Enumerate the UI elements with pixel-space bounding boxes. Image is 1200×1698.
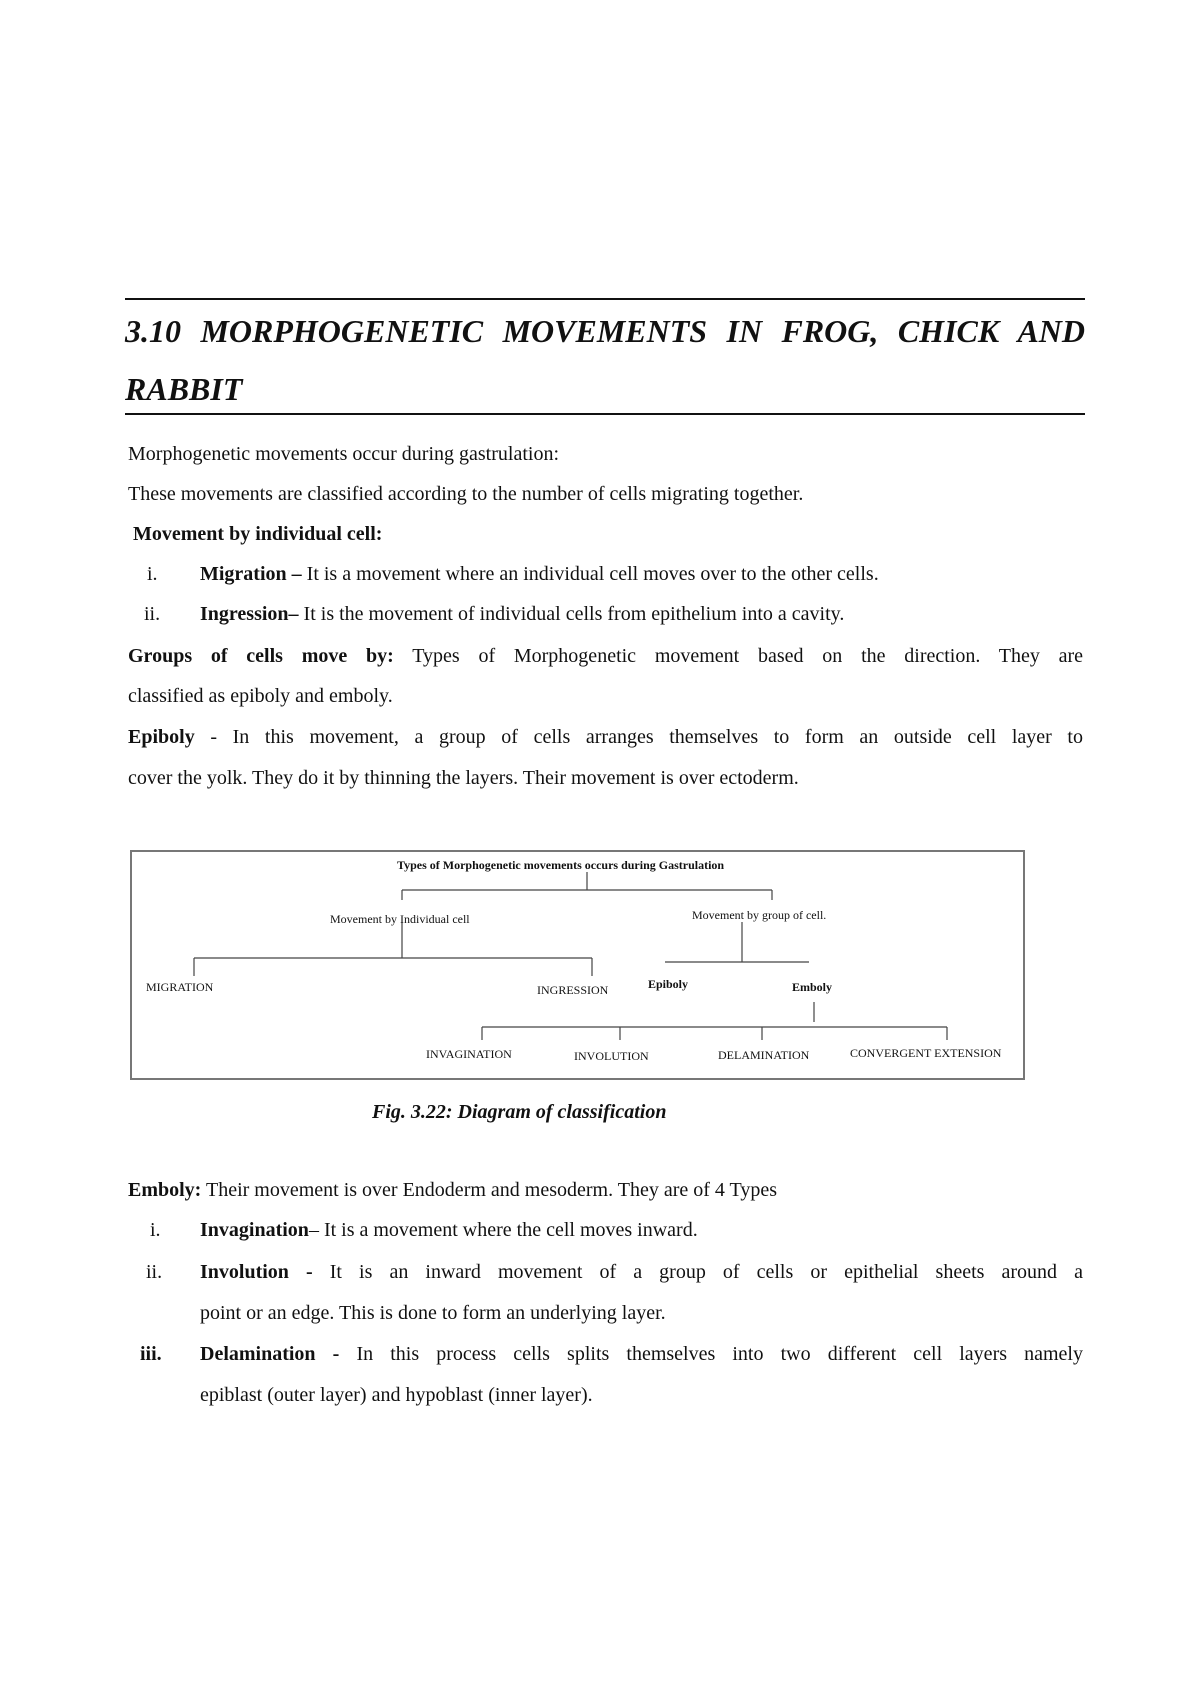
term-migration: Migration [200,563,287,585]
term-ingression: Ingression [200,603,289,625]
diagram-migration-label: MIGRATION [146,980,214,994]
diagram-involution-label: INVOLUTION [574,1049,649,1063]
emboly-item-delamination-cont: epiblast (outer layer) and hypoblast (inner layer). [200,1384,593,1406]
term-invagination: Invagination [200,1219,309,1241]
individual-item-ingression: Ingression– It is the movement of individual cells from epithelium into a cavity. [200,603,845,625]
emboly-item-involution-cont: point or an edge. This is done to form an underlying layer. [200,1302,666,1324]
section-number: 3.10 [125,313,181,349]
diagram-group-label: Movement by group of cell. [692,908,827,922]
epiboly-line-2: cover the yolk. They do it by thinning the layers. Their movement is over ectoderm. [128,767,799,789]
figure-caption: Fig. 3.22: Diagram of classification [372,1101,667,1123]
groups-line-1: Groups of cells move by: Types of Morphogenetic movement based on the direction. They are [128,645,1084,667]
term-emboly: Emboly: [128,1179,202,1201]
diagram-individual-label: Movement by Individual cell [330,912,470,926]
individual-numeral-2: ii. [144,603,161,625]
heading-top-rule [125,298,1085,300]
term-epiboly: Epiboly [128,726,195,748]
diagram-invagination-label: INVAGINATION [426,1047,512,1061]
epiboly-line-1: Epiboly - In this movement, a group of cells arranges themselves to form an outside cell layer to [128,726,1083,748]
diagram-convergent-label: CONVERGENT EXTENSION [850,1046,1002,1060]
emboly-numeral-1: i. [150,1219,161,1241]
emboly-numeral-3: iii. [140,1343,162,1365]
individual-heading: Movement by individual cell: [133,523,383,545]
groups-line-2: classified as epiboly and emboly. [128,685,393,707]
intro-line-2: These movements are classified according to the number of cells migrating together. [128,483,804,505]
individual-numeral-1: i. [147,563,158,585]
section-heading [125,302,1085,418]
emboly-line: Emboly: Their movement is over Endoderm and mesoderm. They are of 4 Types [128,1179,778,1201]
diagram-emboly-label: Emboly [792,980,833,994]
term-groups: Groups of cells move by: [128,645,394,667]
emboly-item-delamination: Delamination - In this process cells splits themselves into two different cell layers namely [200,1343,1083,1365]
diagram-ingression-label: INGRESSION [537,983,609,997]
term-involution: Involution [200,1261,289,1283]
intro-line-1: Morphogenetic movements occur during gastrulation: [128,443,560,465]
diagram-delamination-label: DELAMINATION [718,1048,810,1062]
term-delamination: Delamination [200,1343,316,1365]
emboly-item-invagination: Invagination– It is a movement where the cell moves inward. [200,1219,698,1241]
individual-item-migration: Migration – It is a movement where an individual cell moves over to the other cells. [200,563,879,585]
diagram-epiboly-label: Epiboly [648,977,689,991]
diagram-root-label: Types of Morphogenetic movements occurs during Gastrulation [397,858,725,872]
classification-diagram [130,850,1025,1080]
heading-bottom-rule [125,413,1085,415]
section-title: MORPHOGENETIC MOVEMENTS IN FROG, CHICK AND RABBIT [125,313,1086,407]
emboly-numeral-2: ii. [146,1261,163,1283]
emboly-item-involution: Involution - It is an inward movement of a group of cells or epithelial sheets around a [200,1261,1083,1283]
